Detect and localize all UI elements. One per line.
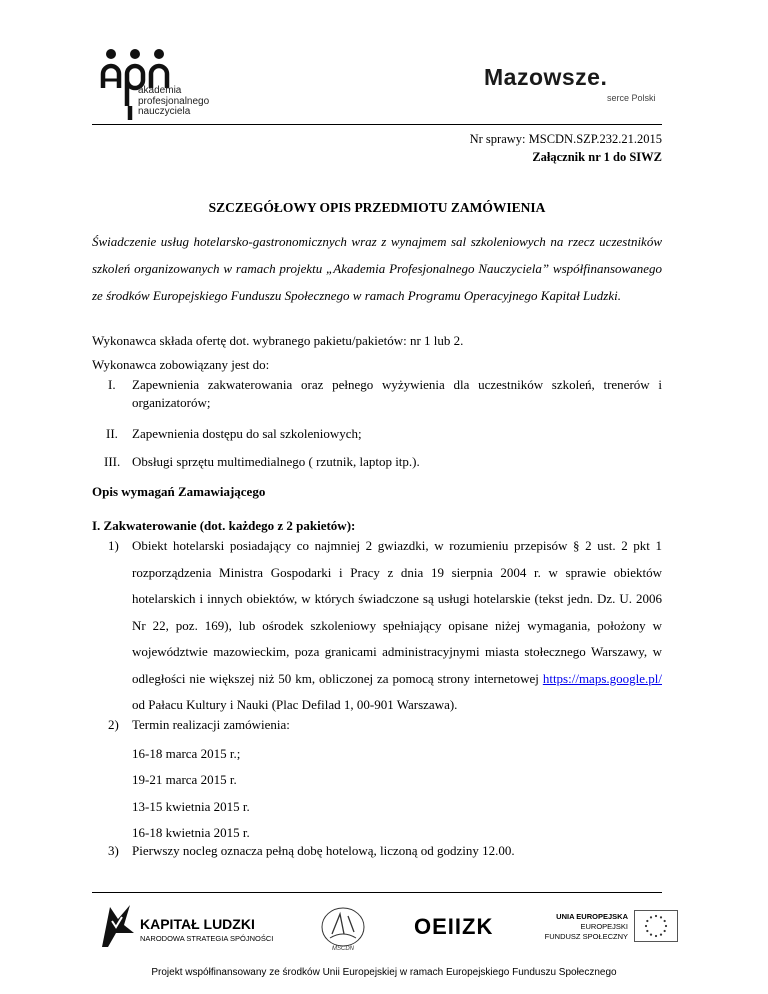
requirement-item — [108, 712, 662, 739]
eu-star — [655, 915, 657, 917]
obliged-line: Wykonawca zobowiązany jest do: — [92, 357, 270, 372]
section-heading: I. Zakwaterowanie (dot. każdego z 2 pakietów): — [92, 518, 356, 533]
footer-note: Projekt współfinansowany ze środków Unii Europejskiej w ramach Europejskiego Funduszu Społecznego — [151, 967, 617, 978]
item-text: Obiekt hotelarski posiadający co najmniej 2 gwiazdki, w rozumieniu przepisów § 2 ust. 2 pkt 1 rozporządzenia Ministra Gospodarki i Pracy z dnia 19 sierpnia 2004 r. w sprawie obiektów hotelarskich i innych obiektów, w których świadczone są usługi hotelarskie (tekst jedn. Dz. U. 2006 Nr 22, poz. 169), lub ośrodek szkoleniowy spełniający opisane niżej wymagania, położony w województwie mazowieckim, poza granicami administracyjnymi miasta stołecznego Warszawy, w odległości nie większej niż 50 km, obliczonej za pomocą strony internetowej https://maps.google.pl/ od Pałacu Kultury i Nauki (Plac Defilad 1, 00-901 Warszawa). — [132, 538, 662, 712]
document-title: SZCZEGÓŁOWY OPIS PRZEDMIOTU ZAMÓWIENIA — [208, 200, 546, 215]
footer-divider — [92, 892, 662, 893]
mscdn-logo-icon — [318, 904, 368, 954]
mazowsze-logo: Mazowsze. — [484, 64, 608, 90]
eu-fund-label: EUROPEJSKI — [580, 922, 628, 931]
item-number: 2) — [108, 717, 119, 732]
eu-star — [664, 920, 666, 922]
item-text: Termin realizacji zamówienia: — [132, 717, 290, 732]
eu-star — [655, 935, 657, 937]
eu-star — [650, 916, 652, 918]
requirement-item — [108, 838, 662, 865]
eu-star — [664, 930, 666, 932]
obligation-number: III. — [104, 454, 121, 469]
obligation-item — [92, 376, 662, 416]
item-number: 1) — [108, 538, 119, 553]
mazowsze-tagline: serce Polski — [607, 93, 656, 103]
requirements-heading: Opis wymagań Zamawiającego — [92, 484, 266, 499]
date-entry: 19-21 marca 2015 r. — [132, 772, 237, 787]
obligation-text: Zapewnienia zakwaterowania oraz pełnego wyżywienia dla uczestników szkoleń, trenerów i organizatorów; — [132, 377, 662, 410]
date-entry: 13-15 kwietnia 2015 r. — [132, 799, 250, 814]
item-text: Pierwszy nocleg oznacza pełną dobę hotelową, liczoną od godziny 12.00. — [132, 843, 515, 858]
obligation-number: I. — [108, 377, 116, 392]
obligation-text: Obsługi sprzętu multimedialnego ( rzutnik, laptop itp.). — [132, 454, 420, 469]
apn-logo-text: akademia profesjonalnego nauczyciela — [138, 85, 210, 117]
eu-star — [646, 930, 648, 932]
eu-star — [646, 920, 648, 922]
case-number: Nr sprawy: MSCDN.SZP.232.21.2015 — [469, 132, 662, 146]
eu-star — [645, 925, 647, 927]
annex-label: Załącznik nr 1 do SIWZ — [532, 150, 662, 164]
eu-flag-icon — [634, 910, 678, 942]
obligation-number: II. — [106, 426, 118, 441]
date-entry: 16-18 marca 2015 r.; — [132, 746, 241, 761]
kapital-ludzki-title: KAPITAŁ LUDZKI — [140, 916, 255, 932]
eu-star — [665, 925, 667, 927]
date-entry: 16-18 kwietnia 2015 r. — [132, 825, 250, 840]
obligation-item — [92, 425, 662, 445]
mscdn-label: MSCDN — [332, 946, 354, 952]
requirement-item — [108, 533, 662, 719]
maps-link[interactable]: https://maps.google.pl/ — [542, 670, 662, 686]
eu-fund-label: FUNDUSZ SPOŁECZNY — [544, 932, 628, 941]
offer-line: Wykonawca składa ofertę dot. wybranego pakietu/pakietów: nr 1 lub 2. — [92, 333, 464, 348]
eu-star — [650, 934, 652, 936]
obligation-text: Zapewnienia dostępu do sal szkoleniowych; — [132, 426, 362, 441]
eu-star — [660, 934, 662, 936]
eu-label: UNIA EUROPEJSKA — [556, 912, 628, 921]
obligation-item — [92, 453, 662, 473]
oeiizk-logo: OEIIZK — [414, 914, 494, 939]
kapital-ludzki-subtitle: NARODOWA STRATEGIA SPÓJNOŚCI — [140, 934, 274, 943]
eu-star — [660, 916, 662, 918]
item-number: 3) — [108, 843, 119, 858]
contract-subject: Świadczenie usług hotelarsko-gastronomicznych wraz z wynajmem sal szkoleniowych na rzecz uczestników szkoleń organizowanych w ramach projektu „Akademia Profesjonalnego Nauczyciela” współfinansowanego ze środków Europejskiego Funduszu Społecznego w ramach Programu Operacyjnego Kapitał Ludzki. — [92, 234, 662, 303]
kapital-ludzki-logo-icon — [100, 903, 136, 949]
header-divider — [92, 124, 662, 125]
